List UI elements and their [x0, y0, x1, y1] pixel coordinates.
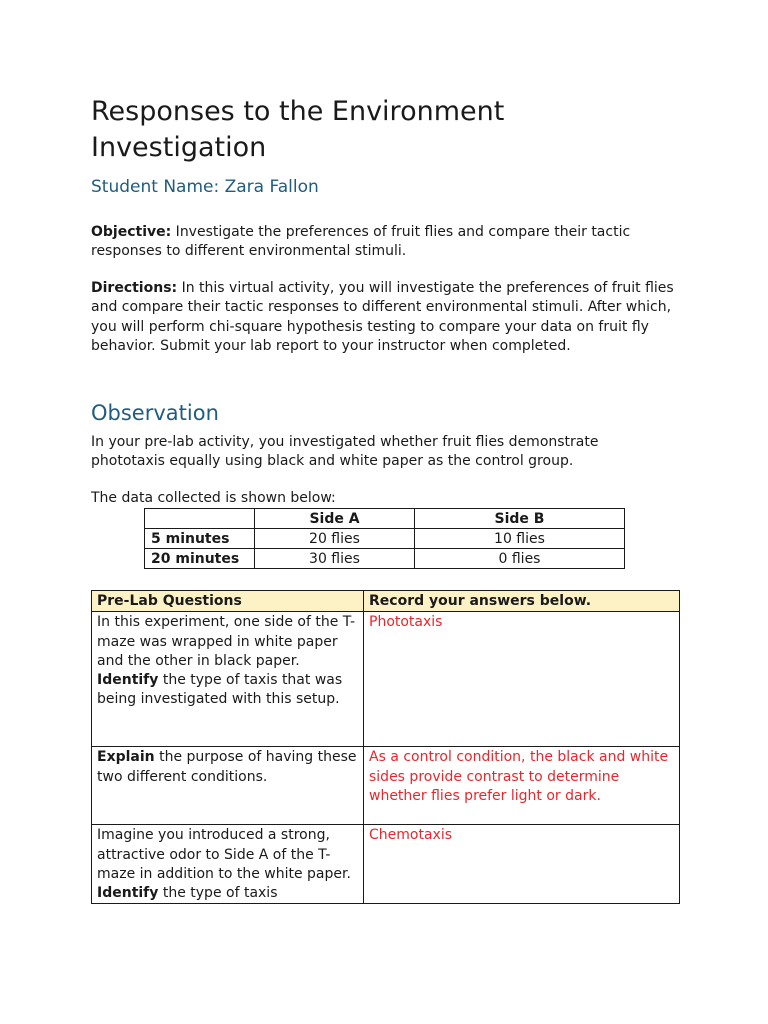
observation-paragraph: In your pre-lab activity, you investigated whether fruit flies demonstrate phototaxis equally using black and white paper as the control group.	[91, 434, 599, 470]
side-a-cell: 20 flies	[255, 529, 415, 549]
data-caption: The data collected is shown below:	[91, 490, 336, 506]
question-keyword: Explain	[97, 749, 155, 766]
questions-header: Pre-Lab Questions	[92, 591, 364, 612]
page-title: Responses to the Environment Investigation	[91, 96, 505, 163]
table-header-cell: Side B	[415, 509, 625, 529]
table-header-cell	[145, 509, 255, 529]
table-row	[92, 825, 680, 904]
row-label: 20 minutes	[145, 549, 255, 569]
objective-text: Investigate the preferences of fruit flies and compare their tactic responses to different environmental stimuli.	[91, 224, 631, 260]
objective-label: Objective:	[91, 224, 172, 240]
question-text: the purpose of having these two different conditions.	[97, 749, 357, 785]
answer-cell[interactable]: Phototaxis	[364, 612, 680, 747]
table-row	[92, 612, 680, 747]
question-text: the type of taxis that was being investigated with this setup.	[97, 672, 343, 708]
side-b-cell: 0 flies	[415, 549, 625, 569]
question-cell	[92, 747, 364, 825]
question-text: the type of taxis	[158, 885, 278, 902]
observation-heading: Observation	[91, 401, 219, 425]
directions-label: Directions:	[91, 280, 178, 296]
table-row	[145, 549, 625, 569]
directions-paragraph	[91, 279, 676, 356]
question-keyword: Identify	[97, 672, 159, 689]
question-cell	[92, 612, 364, 747]
fly-data-table	[144, 508, 625, 569]
student-name: Student Name: Zara Fallon	[91, 177, 319, 197]
objective-paragraph	[91, 223, 676, 262]
question-keyword: Identify	[97, 885, 159, 902]
answers-header: Record your answers below.	[364, 591, 680, 612]
row-label: 5 minutes	[145, 529, 255, 549]
table-row	[145, 529, 625, 549]
table-header-row	[145, 509, 625, 529]
question-text: Imagine you introduced a strong, attractive odor to Side A of the T-maze in addition to the white paper.	[97, 827, 351, 882]
question-cell	[92, 825, 364, 904]
side-b-cell: 10 flies	[415, 529, 625, 549]
answer-cell[interactable]: Chemotaxis	[364, 825, 680, 904]
question-text: In this experiment, one side of the T-maze was wrapped in white paper and the other in black paper.	[97, 614, 356, 669]
answer-cell[interactable]: As a control condition, the black and white sides provide contrast to determine whether flies prefer light or dark.	[364, 747, 680, 825]
pre-lab-questions-table	[91, 590, 680, 904]
table-header-cell: Side A	[255, 509, 415, 529]
table-row	[92, 747, 680, 825]
directions-text: In this virtual activity, you will investigate the preferences of fruit flies and compare their tactic responses to different environmental stimuli. After which, you will perform chi-square hypothesis testing to compare your data on fruit fly behavior. Submit your lab report to your instructor when completed.	[91, 280, 674, 354]
qa-header-row	[92, 591, 680, 612]
side-a-cell: 30 flies	[255, 549, 415, 569]
